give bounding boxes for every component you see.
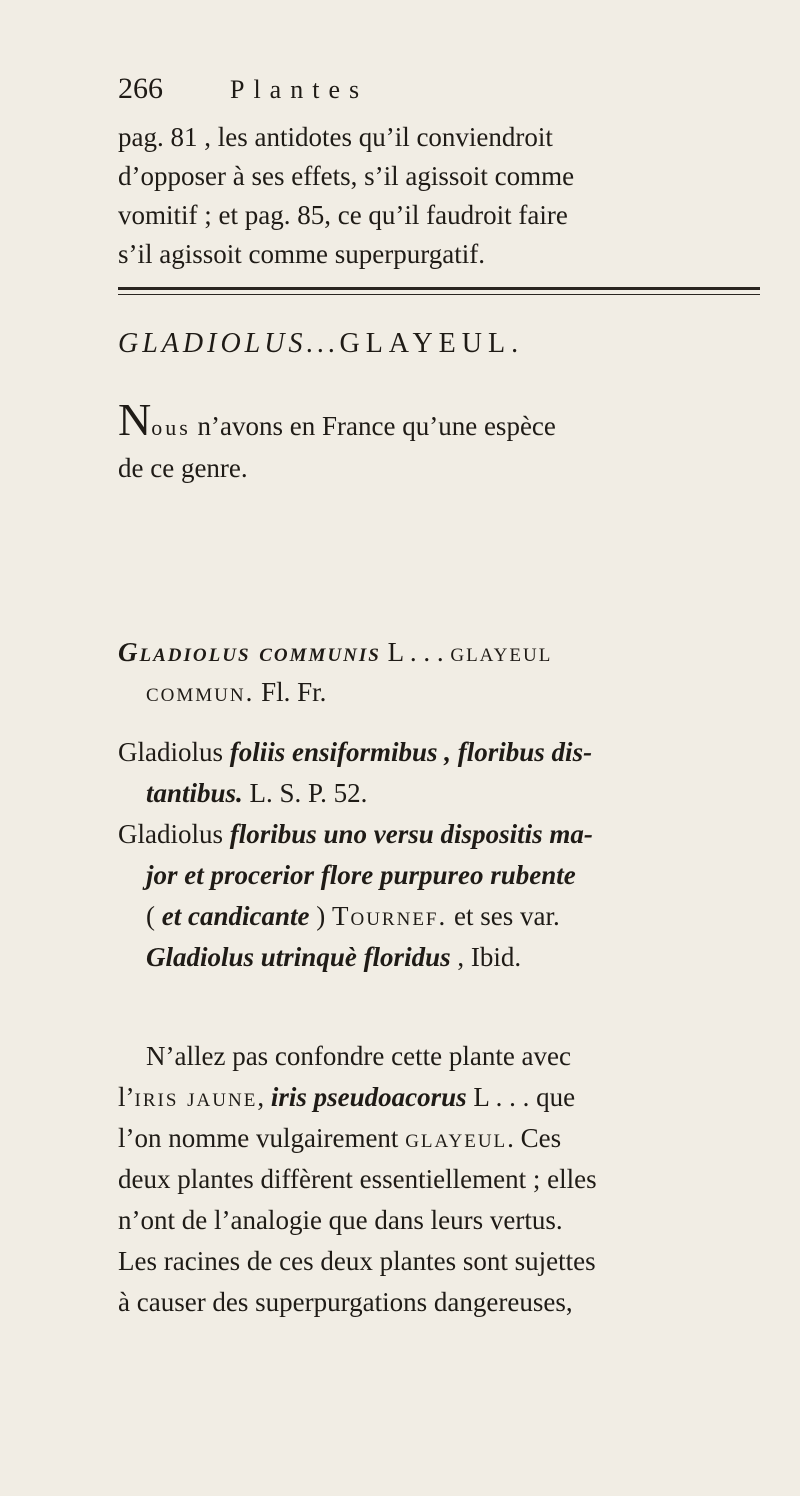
para-line2: [118, 1077, 758, 1118]
intro-line: d’opposer à ses effets, s’il agissoit comme: [118, 161, 575, 191]
para-line4: deux plantes diffèrent essentiellement ; elles: [118, 1164, 597, 1194]
section-title: [118, 328, 524, 360]
syn2-italic1: floribus uno versu dispositis ma-: [229, 819, 593, 849]
para-l2a: l’: [118, 1082, 135, 1112]
nous-line1: [118, 394, 758, 448]
syn1-italic1: foliis ensiformibus , floribus dis-: [229, 737, 593, 767]
spaced-letters: ous: [151, 415, 191, 440]
species-vernacular: glayeul: [450, 637, 553, 667]
species-abbrev: Fl. Fr.: [254, 677, 327, 707]
syn3-rest: , Ibid.: [450, 942, 522, 972]
syn2-genus: Gladiolus: [118, 819, 230, 849]
para-line6: Les racines de ces deux plantes sont sujettes: [118, 1246, 596, 1276]
page-number: 266: [118, 72, 163, 105]
para-iris-latin: iris pseudoacorus: [270, 1082, 467, 1112]
species-vernacular2: commun.: [146, 677, 255, 707]
syn3-italic: Gladiolus utrinquè floridus: [146, 942, 451, 972]
intro-paragraph: [118, 118, 758, 274]
species-latin: Gladiolus communis: [118, 637, 381, 667]
para-l2c: ,: [257, 1082, 271, 1112]
intro-line: pag. 81 , les antidotes qu’il conviendroit: [118, 122, 553, 152]
syn2-italic2: jor et procerior flore purpureo rubente: [146, 860, 576, 890]
running-title: Plantes: [230, 75, 369, 104]
para-l3a: l’on nomme vulgairement: [118, 1123, 406, 1153]
syn2-rest3: et ses var.: [447, 901, 560, 931]
syn2-line1: [118, 814, 758, 855]
para-line5: n’ont de l’analogie que dans leurs vertus.: [118, 1205, 563, 1235]
para-l3c: . Ces: [507, 1123, 562, 1153]
syn2-close: ): [309, 901, 332, 931]
nous-paragraph: [118, 394, 758, 488]
syn1-line2: [118, 773, 758, 814]
intro-line: s’il agissoit comme superpurgatif.: [118, 239, 485, 269]
syn2-line2: [118, 855, 758, 896]
para-glayeul: glayeul: [405, 1123, 508, 1153]
title-latin: GLADIOLUS: [118, 328, 307, 359]
syn3-line: [118, 937, 758, 978]
intro-line: vomitif ; et pag. 85, ce qu’il faudroit faire: [118, 200, 568, 230]
syn1-line1: [118, 732, 758, 773]
section-rule: [118, 287, 760, 290]
species-line1: [118, 632, 758, 672]
section-rule-thin: [118, 294, 760, 295]
syn2-line3: [118, 896, 758, 937]
drop-capital: N: [118, 394, 152, 445]
species-line2: [118, 672, 758, 712]
para-l2e: L . . . que: [466, 1082, 576, 1112]
synonyms: [118, 732, 758, 978]
body-paragraph: [118, 1036, 758, 1323]
nous-line2: de ce genre.: [118, 453, 248, 483]
species-heading: [118, 632, 758, 712]
page-header: [118, 72, 368, 106]
syn1-ref: L. S. P. 52.: [242, 778, 368, 808]
syn2-author: Tournef.: [331, 901, 448, 931]
species-authority: L . . .: [380, 637, 451, 667]
para-line3: [118, 1118, 758, 1159]
title-dots: ...: [306, 328, 340, 359]
para-line7: à causer des superpurgations dangereuses,: [118, 1287, 573, 1317]
para-iris-jaune: iris jaune: [134, 1082, 258, 1112]
syn1-italic2: tantibus.: [146, 778, 243, 808]
title-french: GLAYEUL.: [339, 328, 525, 359]
para-line1: N’allez pas confondre cette plante avec: [146, 1041, 572, 1071]
syn2-italic3: et candicante: [161, 901, 310, 931]
syn1-genus: Gladiolus: [118, 737, 230, 767]
syn2-open: (: [146, 901, 162, 931]
nous-rest: n’avons en France qu’une espèce: [190, 411, 556, 441]
